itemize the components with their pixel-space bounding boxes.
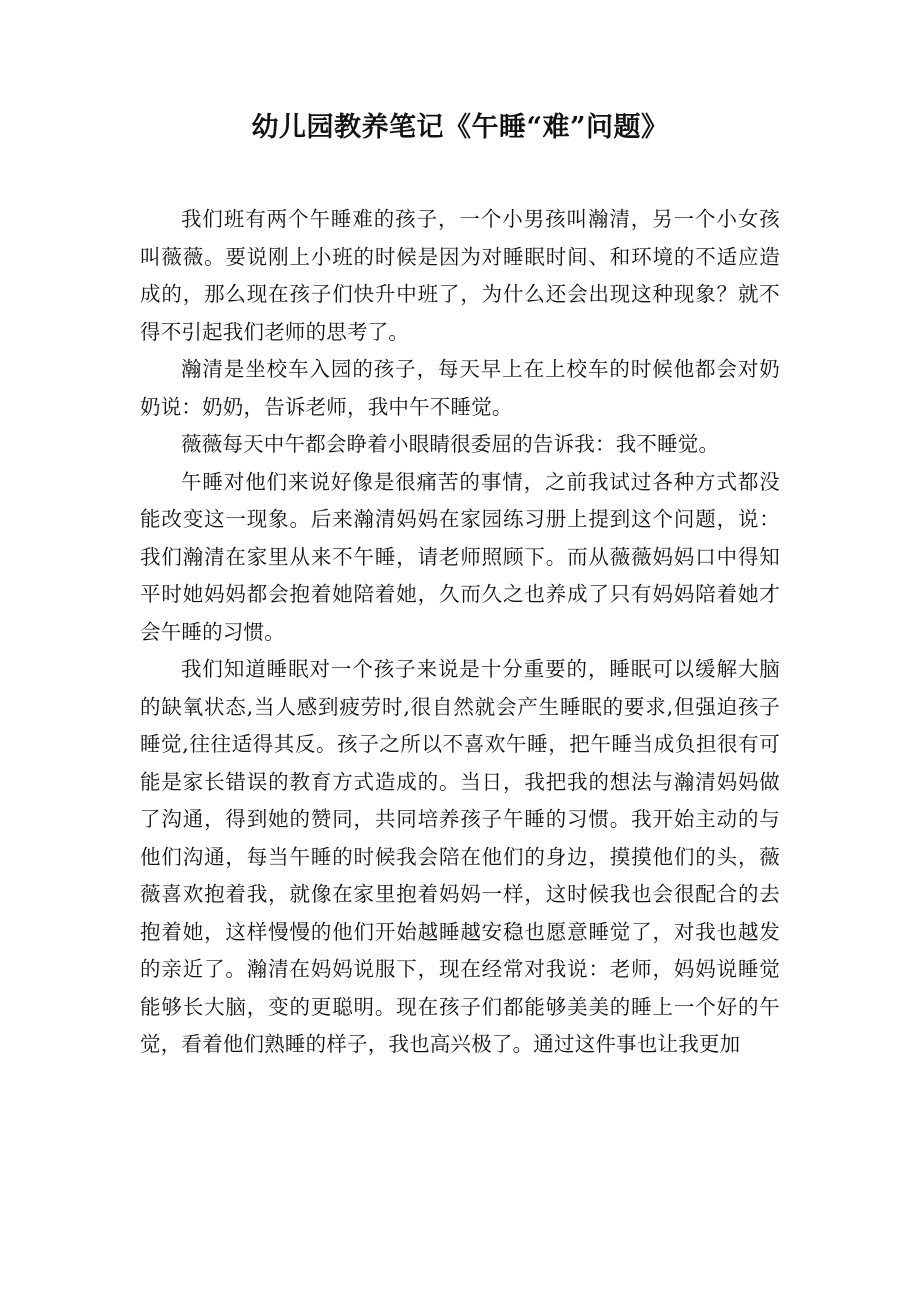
- paragraph-4: 午睡对他们来说好像是很痛苦的事情，之前我试过各种方式都没能改变这一现象。后来瀚清妈妈在家园练习册上提到这个问题，说：我们瀚清在家里从来不午睡，请老师照顾下。而从薇薇妈妈口中得知平时她妈妈都会抱着她陪着她，久而久之也养成了只有妈妈陪着她才会午睡的习惯。: [140, 469, 780, 644]
- paragraph-2: 瀚清是坐校车入园的孩子，每天早上在上校车的时候他都会对奶奶说：奶奶，告诉老师，我中午不睡觉。: [140, 357, 780, 419]
- document-title: 幼儿园教养笔记《午睡“难”问题》: [251, 112, 669, 143]
- paragraph-5: 我们知道睡眠对一个孩子来说是十分重要的，睡眠可以缓解大脑的缺氧状态,当人感到疲劳时,很自然就会产生睡眠的要求,但强迫孩子睡觉,往往适得其反。孩子之所以不喜欢午睡，把午睡当成负担很有可能是家长错误的教育方式造成的。当日，我把我的想法与瀚清妈妈做了沟通，得到她的赞同，共同培养孩子午睡的习惯。我开始主动的与他们沟通，每当午睡的时候我会陪在他们的身边，摸摸他们的头，薇薇喜欢抱着我，就像在家里抱着妈妈一样，这时候我也会很配合的去抱着她，这样慢慢的他们开始越睡越安稳也愿意睡觉了，对我也越发的亲近了。瀚清在妈妈说服下，现在经常对我说：老师，妈妈说睡觉能够长大脑，变的更聪明。现在孩子们都能够美美的睡上一个好的午觉，看着他们熟睡的样子，我也高兴极了。通过这件事也让我更加: [140, 657, 780, 1056]
- paragraph-3: 薇薇每天中午都会睁着小眼睛很委屈的告诉我：我不睡觉。: [181, 432, 720, 456]
- document-body: [140, 201, 780, 1064]
- paragraph-1: 我们班有两个午睡难的孩子，一个小男孩叫瀚清，另一个小女孩叫薇薇。要说刚上小班的时候是因为对睡眠时间、和环境的不适应造成的，那么现在孩子们快升中班了，为什么还会出现这种现象？就不得不引起我们老师的思考了。: [140, 207, 780, 344]
